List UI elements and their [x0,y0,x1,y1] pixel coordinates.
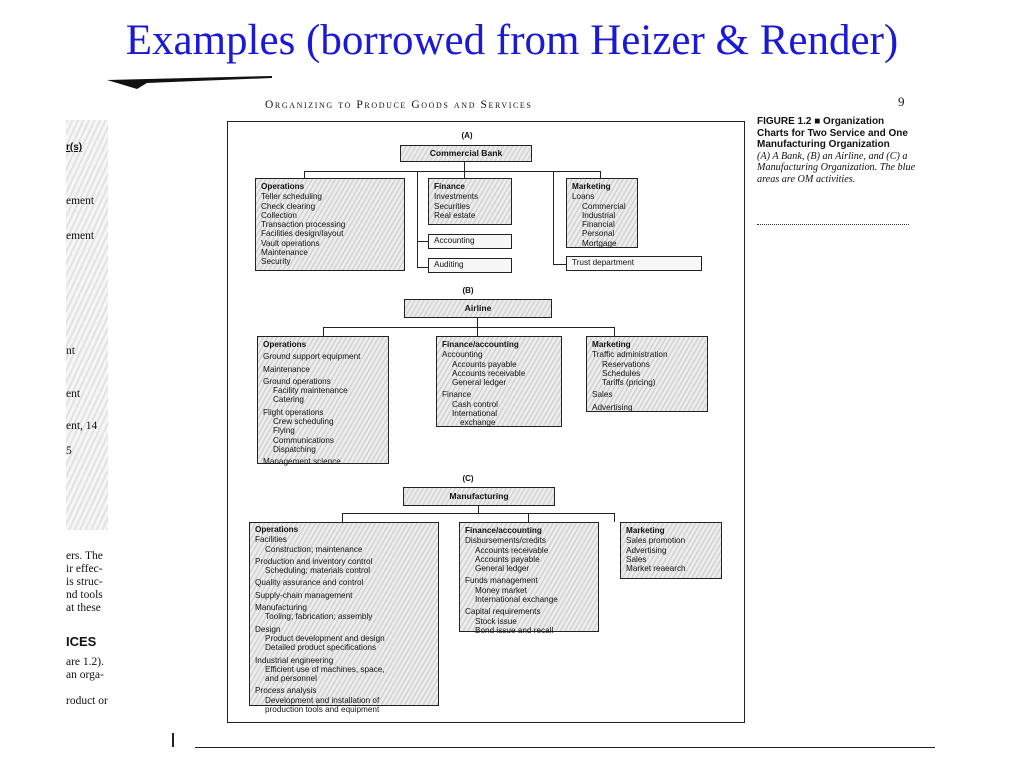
list-item: Finance [442,390,472,400]
list-item: Process analysis [255,686,317,696]
list-item: Communications [273,435,334,445]
bank-trust-box: Trust department [566,256,702,271]
list-item: Real estate [434,210,476,220]
list-item: Personal [582,229,615,239]
list-item: Market reaearch [626,564,686,574]
strip-line: ers. The [66,550,103,562]
strip-line: at these [66,602,101,614]
connector [464,171,465,178]
manufacturing-top-box: Manufacturing [403,487,555,506]
connector [417,267,428,268]
connector [528,513,529,522]
bank-auditing-box: Auditing [428,258,512,273]
list-item: Scheduling; materials control [265,566,371,576]
connector [614,513,615,522]
strip-line: 5 [66,445,72,457]
bank-finance-box [428,178,512,225]
caption-text: (A) A Bank, (B) an Airline, and (C) a Manufacturing Organization. The blue areas are OM activities. [757,150,916,185]
list-item: Cash control [452,399,498,409]
box-heading: Operations [255,525,299,534]
airline-top-box: Airline [404,299,552,318]
list-item: Security [261,257,291,267]
list-item: Sales [592,390,613,400]
list-item: Industrial [582,210,616,220]
strip-line: ement [66,230,95,242]
list-item: Facility maintenance [273,386,348,396]
strip-line: ent, 14 [66,420,98,432]
section-label-c: (C) [462,474,474,483]
list-item: Sales promotion [626,536,686,546]
list-item: Accounts receivable [452,368,526,378]
list-item: Advertising [592,402,633,412]
box-heading: Finance [434,182,465,191]
page-edge-mark [172,733,174,747]
list-item: Vault operations [261,238,320,248]
list-item: Accounts payable [475,554,540,564]
manufacturing-finance-box [459,522,599,635]
list-item: Transaction processing [261,220,346,230]
list-item: Construction; maintenance [265,544,363,554]
list-item: Production and inventory control [255,556,373,566]
list-item: Development and installation of [265,695,380,705]
airline-finance-box [436,336,562,427]
connector [342,513,343,522]
list-item: Money market [475,585,527,595]
list-item: Tooling; fabrication; assembly [265,612,373,622]
list-item: Capital requirements [465,607,541,617]
list-item: Mortgage [582,238,617,248]
list-item: General ledger [475,564,530,574]
left-page-fragment [66,120,161,745]
list-item: Commercial [582,201,626,211]
strip-line: nt [66,345,75,357]
manufacturing-operations-box [249,522,439,715]
box-heading: Marketing [592,340,631,349]
box-heading: Operations [261,182,305,191]
section-label-b: (B) [462,286,474,295]
list-item: Product development and design [265,633,385,643]
list-item: Loans [572,192,595,202]
list-item: Quality assurance and control [255,578,364,588]
connector [417,171,418,267]
list-item: Catering [273,395,304,405]
connector [553,171,554,264]
list-item: Tariffs (pricing) [602,378,656,388]
list-item: Funds management [465,576,538,586]
connector [323,327,324,336]
scan-arrow-mark [107,74,272,90]
list-item: Flying [273,426,295,436]
connector [553,264,566,265]
list-item: Teller scheduling [261,192,322,202]
list-item: Reservations [602,359,650,369]
list-item: Disbursements/credits [465,536,546,546]
list-item: Facilities [255,535,287,545]
connector [323,327,614,328]
connector [304,171,601,172]
list-item: Traffic administration [592,350,668,360]
list-item: Bond issue and recall [475,625,554,635]
list-item: Investments [434,192,479,202]
list-item: Collection [261,210,297,220]
strip-line: ent [66,388,81,400]
strip-line: ement [66,195,95,207]
strip-line: ir effec- [66,563,103,575]
left-page-shading [66,120,108,530]
connector [417,241,428,242]
strip-section-heading: ICES [66,634,97,649]
list-item: Stock issue [475,616,517,626]
airline-marketing-box [586,336,708,412]
list-item: Dispatching [273,444,316,454]
list-item: Flight operations [263,407,324,417]
connector [342,513,615,514]
list-item: Industrial engineering [255,655,334,665]
figure-frame [227,121,745,723]
list-item: Accounts receivable [475,545,549,555]
list-item: General ledger [452,378,507,388]
list-item: Detailed product specifications [265,643,377,653]
list-item: Supply-chain management [255,590,353,600]
caption-title: FIGURE 1.2 ■ Organization Charts for Two Service and One Manufacturing Organization [757,116,908,151]
connector [304,171,305,178]
list-item: Maintenance [263,364,310,374]
list-item: Ground operations [263,376,331,386]
list-item: Financial [582,220,615,230]
list-item: Ground support equipment [263,352,361,362]
list-item: exchange [460,418,496,428]
manufacturing-marketing-box [620,522,722,579]
list-item: International exchange [475,595,558,605]
list-item: International [452,409,498,419]
box-heading: Marketing [572,182,611,191]
list-item: Crew scheduling [273,417,334,427]
book-page-number: 9 [898,94,905,109]
connector [477,327,478,336]
box-heading: Finance/accounting [465,526,542,535]
connector [614,327,615,336]
caption-divider [757,224,909,225]
list-item: Advertising [626,545,667,555]
strip-line: are 1.2). [66,656,104,668]
list-item: Facilities design/layout [261,229,344,239]
list-item: Schedules [602,368,641,378]
list-item: Maintenance [261,248,308,258]
slide-title: Examples (borrowed from Heizer & Render) [125,17,899,64]
connector [478,505,479,513]
bank-marketing-box [566,178,638,248]
bank-accounting-box: Accounting [428,234,512,249]
strip-line: roduct or [66,695,108,707]
box-heading: Marketing [626,526,665,535]
bottom-rule [195,747,935,748]
list-item: production tools and equipment [265,705,380,715]
book-page-header: Organizing to Produce Goods and Services [265,99,533,111]
figure-caption [757,116,917,186]
airline-operations-box [257,336,389,467]
connector [600,171,601,178]
section-label-a: (A) [461,131,473,140]
strip-line: r(s) [66,142,83,153]
box-heading: Operations [263,340,307,349]
strip-line: is struc- [66,576,103,588]
list-item: Management science [263,457,341,467]
strip-line: an orga- [66,669,104,681]
list-item: Check clearing [261,201,316,211]
list-item: Manufacturing [255,603,307,613]
list-item: Accounting [442,350,483,360]
list-item: Accounts payable [452,359,517,369]
box-heading: Finance/accounting [442,340,519,349]
strip-line: nd tools [66,589,103,601]
list-item: Sales [626,554,647,564]
list-item: Efficient use of machines, space, [265,664,385,674]
list-item: Design [255,624,281,634]
connector [477,317,478,327]
bank-top-box: Commercial Bank [400,145,532,162]
list-item: Securities [434,201,470,211]
list-item: and personnel [265,674,317,684]
bank-operations-box [255,178,405,271]
